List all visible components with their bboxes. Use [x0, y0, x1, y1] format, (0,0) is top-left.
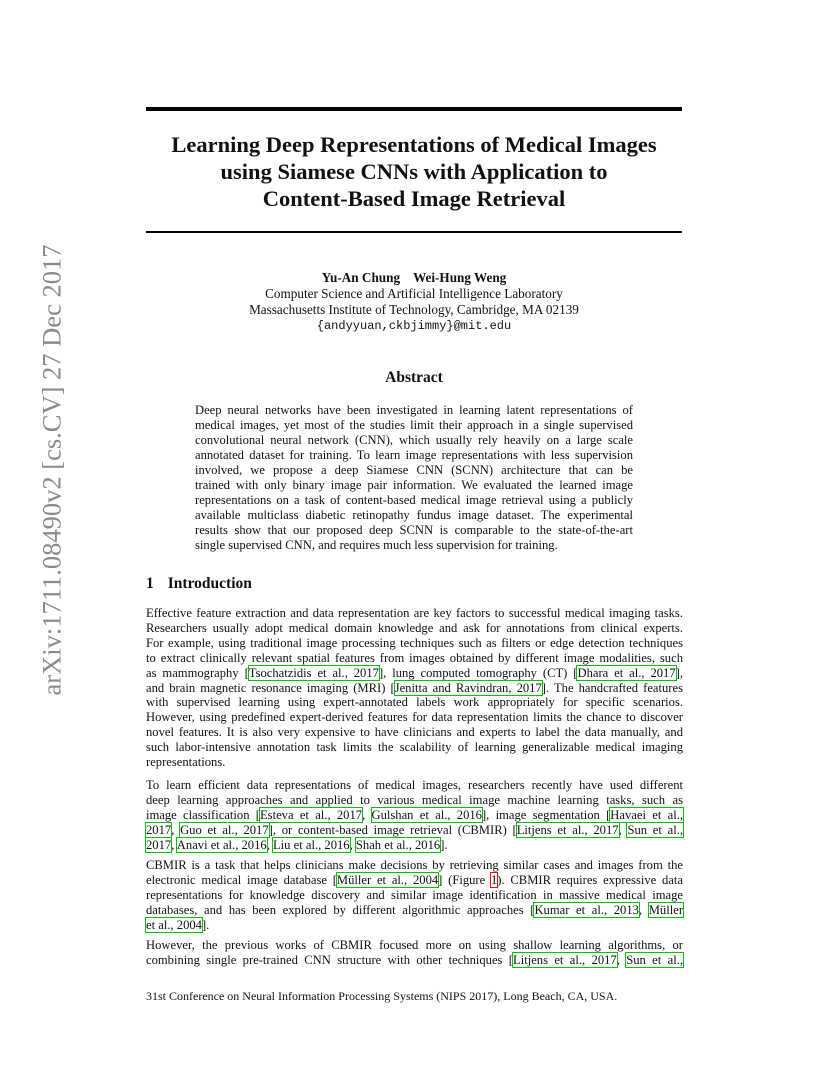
section-title: Introduction — [167, 575, 252, 592]
citation-link[interactable]: Jenitta and Ravindran, 2017 — [394, 680, 542, 695]
citation-link[interactable]: Anavi et al., 2016 — [176, 837, 267, 852]
title-line: Learning Deep Representations of Medical Images — [171, 132, 657, 157]
text-line — [146, 903, 683, 918]
text-line — [146, 873, 683, 888]
citation-link[interactable]: Müller — [648, 902, 684, 917]
text-line: CBMIR is a task that helps clinicians make decisions by retrieving similar cases and images from the — [146, 858, 683, 872]
text-fragment: ]. — [440, 837, 448, 852]
text-line: However, the previous works of CBMIR focused more on using shallow learning algorithms, or — [146, 938, 683, 952]
text-line: to extract clinically relevant spatial features from images obtained by different image modalities, such — [146, 650, 683, 665]
text-fragment: , — [171, 837, 177, 852]
abstract-body — [195, 403, 633, 553]
text-fragment: and brain magnetic resonance imaging (MRI) [ — [146, 680, 395, 695]
author-name: Wei-Hung Weng — [413, 270, 507, 285]
arxiv-identifier-stamp: arXiv:1711.08490v2 [cs.CV] 27 Dec 2017 — [36, 244, 67, 696]
citation-link[interactable]: Gulshan et al., 2016 — [371, 807, 482, 822]
section-heading-introduction — [146, 575, 252, 593]
text-line — [146, 681, 683, 696]
text-line: To learn efficient data representations of medical images, researchers recently have used different — [146, 778, 683, 792]
text-fragment: ], or content-based image retrieval (CBMIR) [ — [268, 822, 517, 837]
text-fragment: , — [362, 807, 372, 822]
abstract-line: results show that our proposed deep SCNN is comparable to the state-of-the-art — [195, 523, 633, 537]
citation-link[interactable]: Shah et al., 2016 — [355, 837, 441, 852]
title-top-rule — [146, 107, 682, 111]
author-affiliation: Computer Science and Artificial Intelligence Laboratory — [265, 286, 563, 301]
abstract-line: single supervised CNN, and requires much less supervision for training. — [195, 538, 558, 552]
text-fragment: image classification [ — [146, 807, 260, 822]
text-fragment: , — [618, 822, 628, 837]
text-line: with supervised learning using expert-annotated labels work appropriately for specific scenarios. — [146, 695, 683, 710]
text-line: Effective feature extraction and data representation are key factors to successful medical imaging tasks. — [146, 606, 683, 620]
abstract-line: representations on a task of content-based medical image retrieval using a publicly — [195, 493, 633, 507]
paragraph — [146, 606, 683, 770]
text-fragment: ). CBMIR requires expressive data — [497, 872, 683, 887]
text-line — [146, 838, 683, 853]
citation-link[interactable]: Guo et al., 2017 — [180, 822, 269, 837]
author-email: {andyyuan,ckbjimmy}@mit.edu — [316, 319, 512, 333]
citation-link[interactable]: Müller et al., 2004 — [336, 872, 439, 887]
text-line — [146, 823, 683, 838]
author-affiliation: Massachusetts Institute of Technology, Cambridge, MA 02139 — [249, 302, 579, 317]
abstract-line: trained with only binary image pair information. We evaluated the learned image — [195, 478, 633, 492]
text-line: Researchers usually adopt medical domain knowledge and ask for annotations from clinical experts. — [146, 620, 683, 635]
text-fragment: , — [171, 822, 181, 837]
text-fragment: , — [616, 952, 627, 967]
text-fragment: , — [638, 902, 649, 917]
citation-link[interactable]: 2017 — [146, 837, 172, 852]
text-fragment: ], image segmentation [ — [481, 807, 611, 822]
text-line — [146, 953, 683, 968]
text-fragment: databases, and has been explored by different algorithmic approaches [ — [146, 902, 535, 917]
text-fragment: ], — [675, 665, 683, 680]
text-line — [146, 666, 683, 681]
text-fragment: , — [349, 837, 356, 852]
title-bottom-rule — [146, 231, 682, 233]
text-line: novel features. It is also very expensive to have clinicians and experts to label the data manually, and — [146, 725, 683, 740]
text-fragment: electronic medical image database [ — [146, 872, 337, 887]
author-name: Yu-An Chung — [321, 270, 401, 285]
text-line: representations for knowledge discovery and similar image identification in massive medical image — [146, 887, 683, 902]
citation-link[interactable]: Esteva et al., 2017 — [259, 807, 363, 822]
text-line — [146, 918, 683, 933]
citation-link[interactable]: Litjens et al., 2017 — [513, 952, 617, 967]
abstract-heading: Abstract — [385, 369, 443, 386]
text-fragment: ]. — [201, 917, 210, 932]
abstract-line: involved, we propose a deep Siamese CNN (SCNN) architecture that can be — [195, 463, 633, 477]
paragraph — [146, 938, 683, 968]
text-fragment: ]. The handcrafted features — [541, 680, 683, 695]
text-fragment: ], lung computed tomography (CT) [ — [378, 665, 578, 680]
abstract-line: medical images, yet most of the studies limit their approach in a single supervised — [195, 418, 633, 432]
text-line — [146, 808, 683, 823]
text-line: For example, using traditional image processing techniques such as filters or edge detection techniques — [146, 635, 683, 650]
abstract-line: Deep neural networks have been investigated in learning latent representations of — [195, 403, 633, 417]
citation-link[interactable]: Kumar et al., 2013 — [534, 902, 639, 917]
citation-link[interactable]: 2017 — [146, 822, 172, 837]
citation-link[interactable]: et al., 2004 — [146, 917, 202, 932]
title-line: Content-Based Image Retrieval — [262, 186, 566, 211]
text-line: deep learning approaches and applied to various medical image machine learning tasks, such as — [146, 792, 683, 807]
section-number: 1 — [146, 575, 154, 592]
citation-link[interactable]: Liu et al., 2016 — [272, 837, 350, 852]
paragraph — [146, 858, 683, 933]
text-fragment: as mammography [ — [146, 665, 249, 680]
text-fragment: , — [266, 837, 273, 852]
citation-link[interactable]: Havaei et al., — [610, 807, 683, 822]
title-line: using Siamese CNNs with Application to — [220, 159, 608, 184]
citation-link[interactable]: Tsochatzidis et al., 2017 — [248, 665, 379, 680]
text-line: However, using predefined expert-derived features for data representation limits the chance to discover — [146, 710, 683, 725]
citation-link[interactable]: Sun et al., — [626, 952, 684, 967]
author-names — [146, 270, 682, 286]
citation-link[interactable]: Dhara et al., 2017 — [577, 665, 676, 680]
text-fragment: combining single pre-trained CNN structure with other techniques [ — [146, 952, 513, 967]
conference-footnote: 31st Conference on Neural Information Processing Systems (NIPS 2017), Long Beach, CA, USA. — [146, 989, 618, 1003]
abstract-line: annotated dataset for training. To learn image representations with less supervision — [195, 448, 633, 462]
text-line: such labor-intensive annotation task limits the scalability of learning generalizable medical imaging — [146, 740, 683, 755]
text-fragment: ] (Figure — [438, 872, 491, 887]
figure-reference-link[interactable]: 1 — [490, 872, 498, 887]
text-line: representations. — [146, 755, 226, 770]
paper-title — [146, 131, 682, 212]
abstract-line: available multiclass diabetic retinopathy fundus image dataset. The experimental — [195, 508, 633, 522]
citation-link[interactable]: Litjens et al., 2017 — [516, 822, 619, 837]
abstract-line: convolutional neural network (CNN), which usually rely heavily on a large scale — [195, 433, 633, 447]
paragraph — [146, 778, 683, 853]
author-block — [146, 270, 682, 334]
citation-link[interactable]: Sun et al., — [627, 822, 684, 837]
